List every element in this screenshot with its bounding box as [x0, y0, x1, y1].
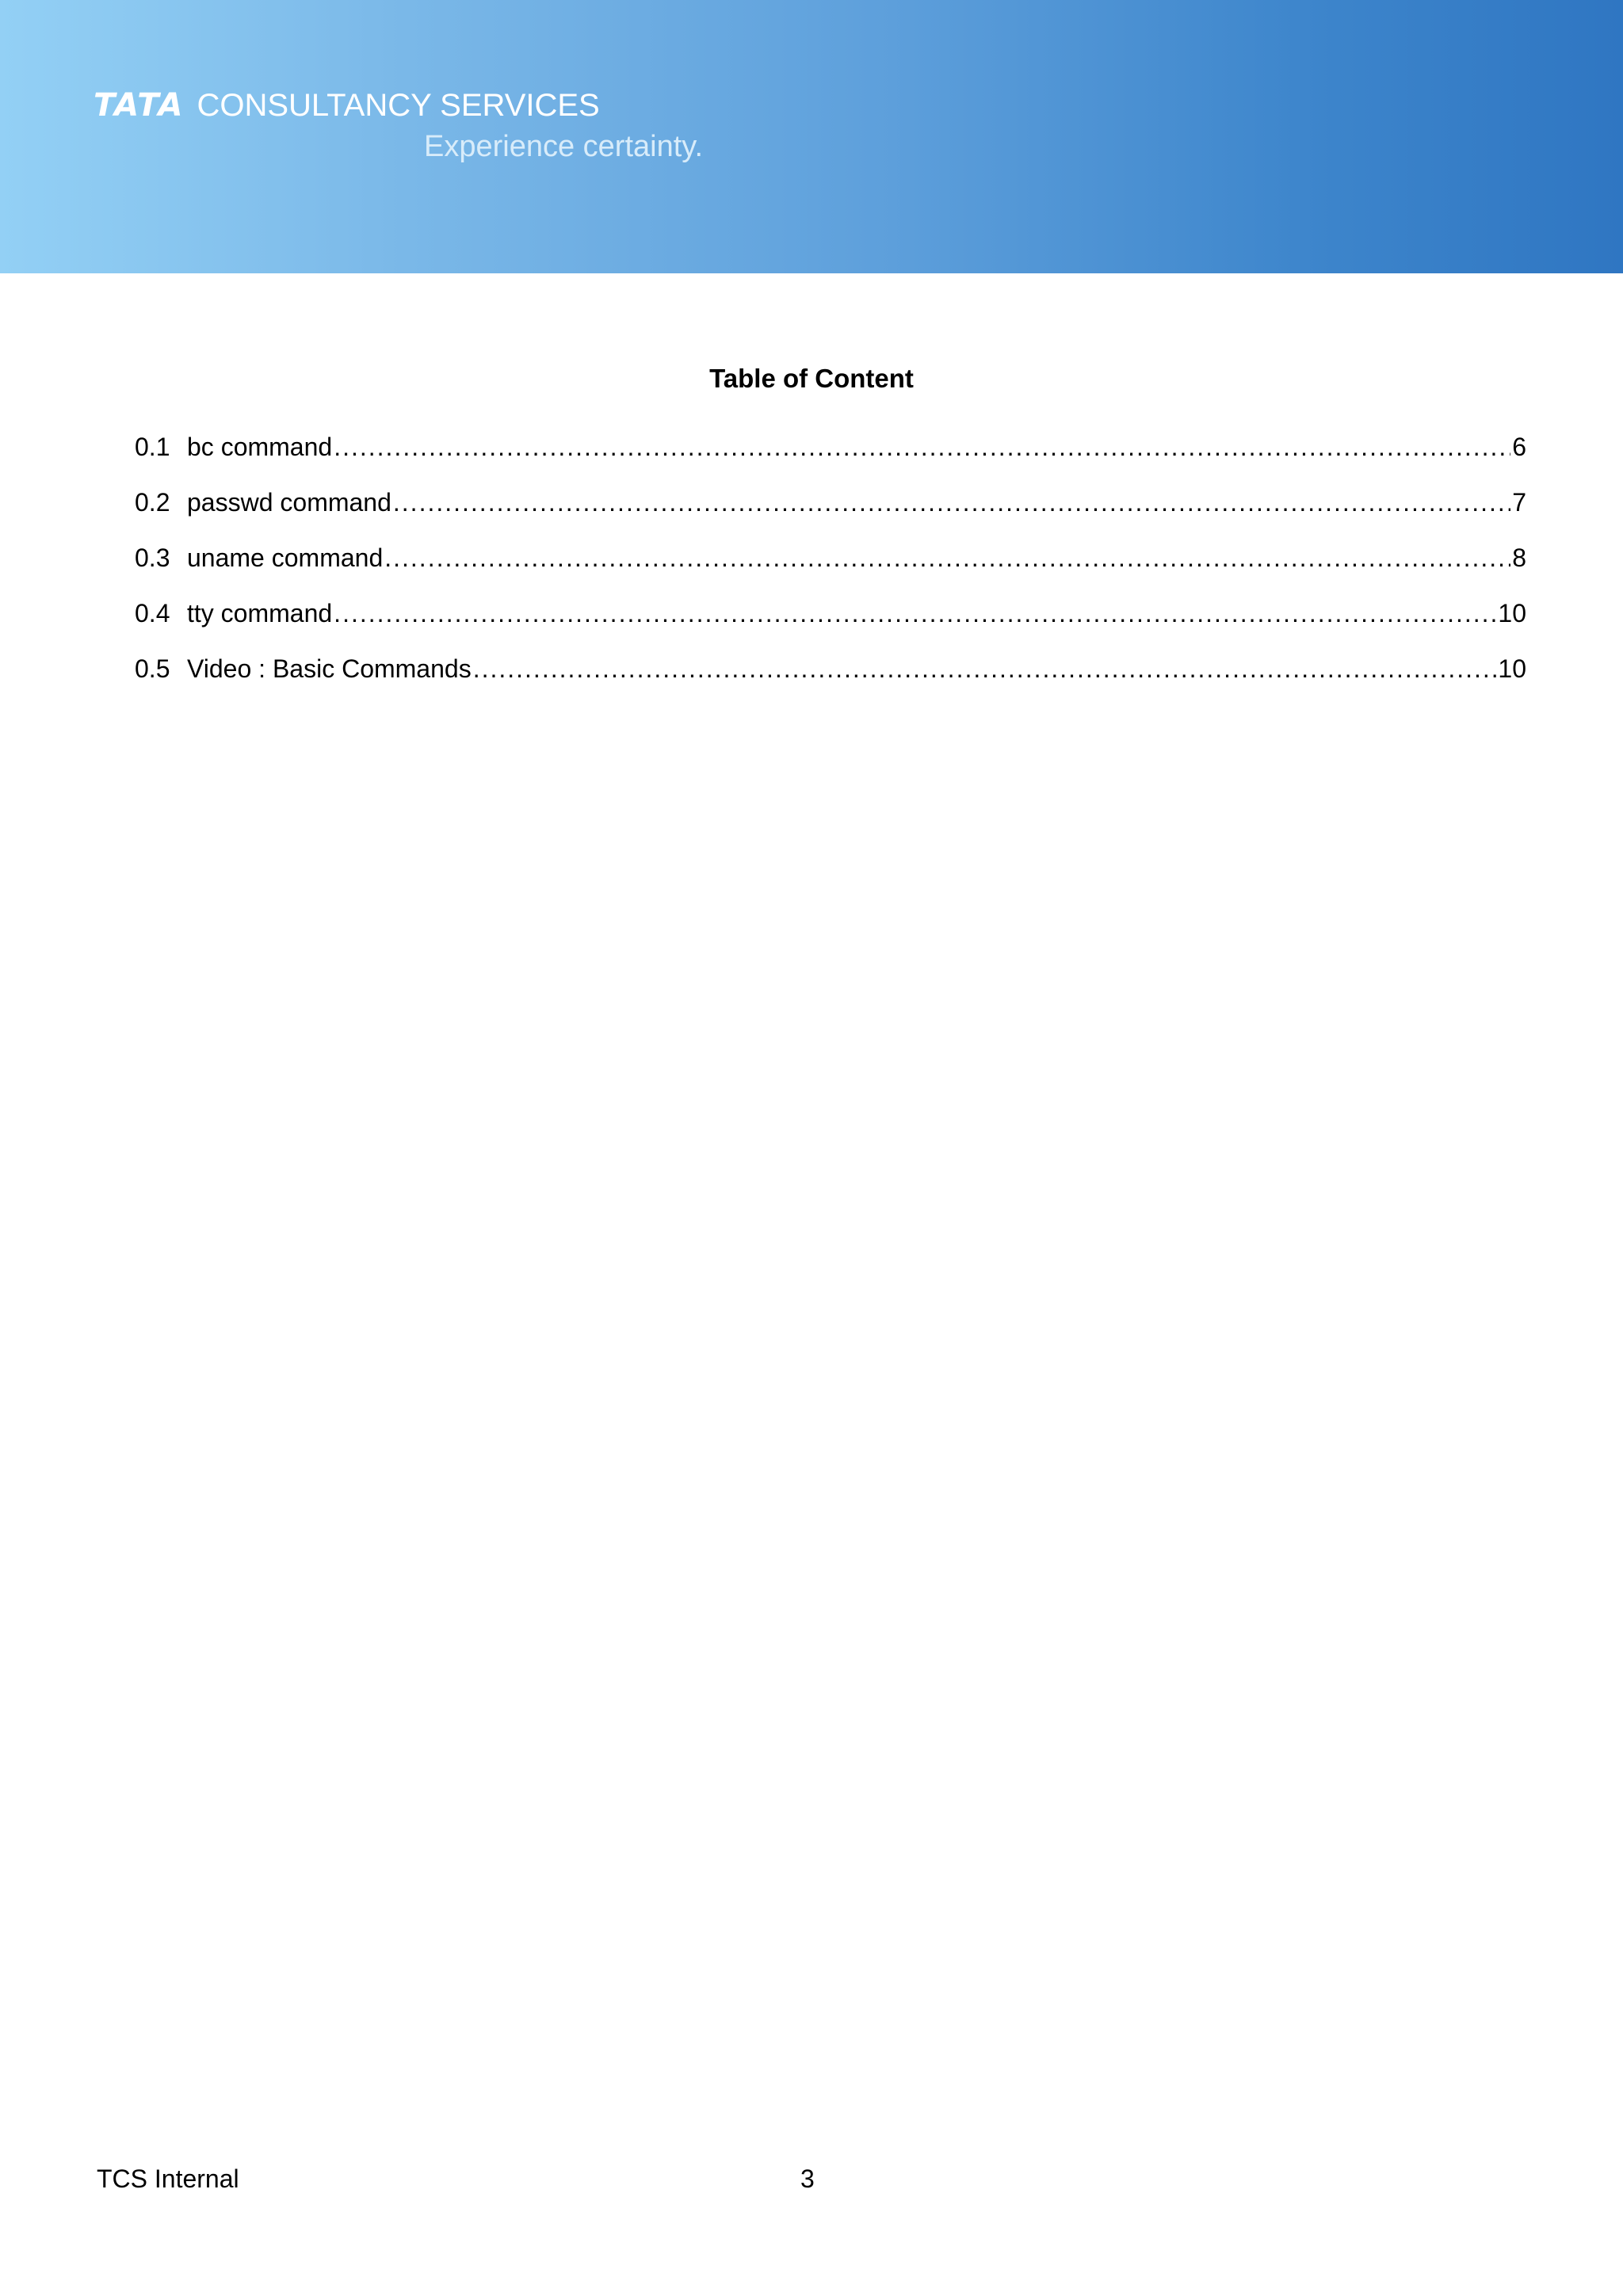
footer-page-number: 3: [800, 2164, 815, 2193]
brand-mark: TATA: [94, 87, 185, 124]
toc-entry[interactable]: [135, 485, 1526, 540]
toc-entry[interactable]: [135, 429, 1526, 485]
toc-entry-number: 0.2: [135, 488, 170, 517]
brand-name: CONSULTANCY SERVICES: [197, 88, 600, 123]
toc-leader-dots: [334, 596, 1496, 631]
toc-leader-dots: [393, 485, 1510, 520]
toc-entry-page: 10: [1498, 654, 1526, 683]
header-banner: [0, 0, 1623, 273]
toc-entry-text: tty command: [187, 599, 333, 627]
toc-entry-number: 0.5: [135, 654, 170, 683]
toc-entry-text: uname command: [187, 543, 384, 572]
toc-leader-dots: [473, 651, 1497, 686]
toc-leader-dots: [384, 540, 1510, 575]
company-logo: [94, 86, 600, 125]
brand-tagline: Experience certainty.: [424, 130, 704, 163]
footer-classification: TCS Internal: [97, 2164, 239, 2193]
toc-entry[interactable]: [135, 651, 1526, 707]
toc-entry[interactable]: [135, 540, 1526, 596]
toc-entry-page: 8: [1512, 543, 1526, 572]
toc-entry-text: Video : Basic Commands: [187, 654, 472, 683]
toc-entry-page: 10: [1498, 599, 1526, 627]
toc-entry-page: 6: [1512, 433, 1526, 461]
toc-entry-number: 0.3: [135, 543, 170, 572]
toc-entry-text: passwd command: [187, 488, 391, 517]
toc-entry-page: 7: [1512, 488, 1526, 517]
toc-entry[interactable]: [135, 596, 1526, 651]
toc-entry-number: 0.1: [135, 433, 170, 461]
table-of-contents: [135, 429, 1526, 707]
toc-entry-number: 0.4: [135, 599, 170, 627]
toc-entry-text: bc command: [187, 433, 333, 461]
toc-leader-dots: [334, 429, 1510, 464]
toc-title: Table of Content: [709, 364, 914, 393]
